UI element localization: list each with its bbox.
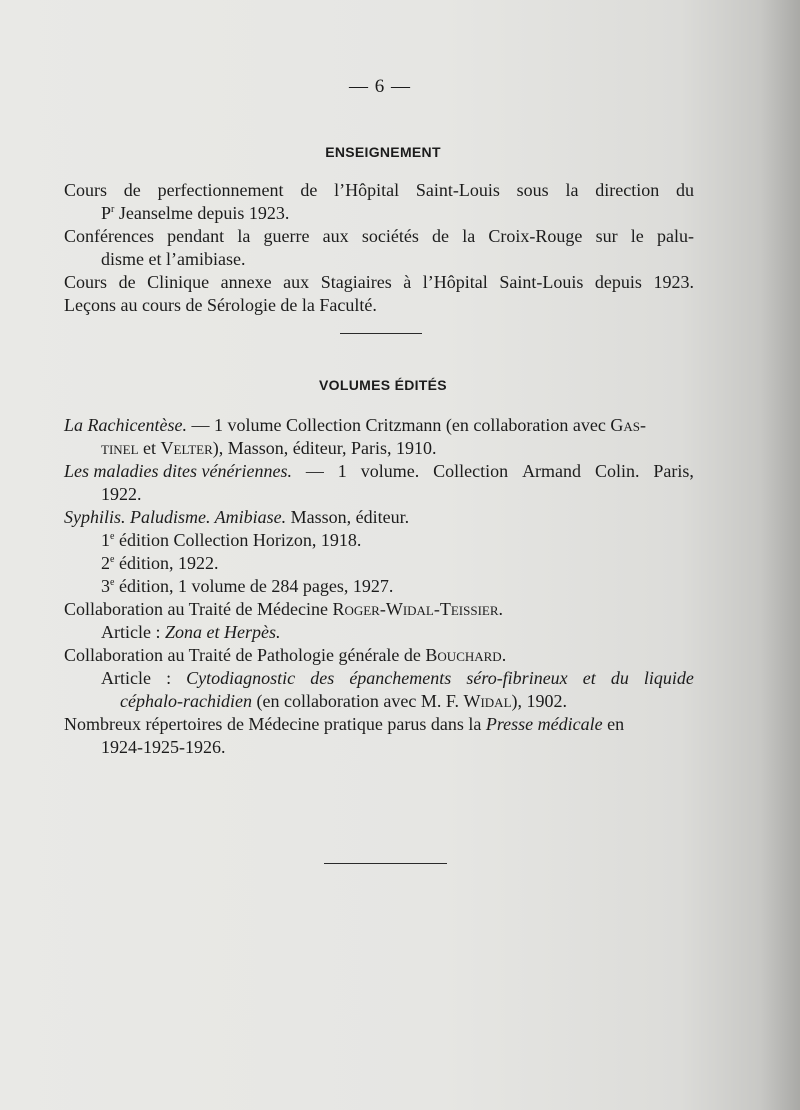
separator-rule-1	[340, 333, 422, 334]
teaching-line-1: Cours de perfectionnement de l’Hôpital Saint-Louis sous la direction du	[64, 180, 694, 200]
volume-syphilis-line: Syphilis. Paludisme. Amibiase. Masson, éditeur.	[64, 507, 410, 527]
section-heading-volumes: VOLUMES ÉDITÉS	[319, 377, 447, 393]
teaching-line-4: disme et l’amibiase.	[101, 249, 246, 269]
repertoires-line-1: Nombreux répertoires de Médecine pratique parus dans la Presse médicale en	[64, 714, 625, 734]
teaching-line-6: Leçons au cours de Sérologie de la Faculté.	[64, 295, 377, 315]
collaboration-medecine-line: Collaboration au Traité de Médecine Roger-Widal-Teissier.	[64, 599, 504, 619]
edition-2-line: 2e édition, 1922.	[101, 553, 219, 573]
volume-maladies-line-2: 1922.	[101, 484, 142, 504]
article-zona-line: Article : Zona et Herpès.	[101, 622, 281, 642]
edition-1-line: 1e édition Collection Horizon, 1918.	[101, 530, 362, 550]
article-cytodiagnostic-line-1: Article : Cytodiagnostic des épanchements séro-fibrineux et du liquide	[101, 668, 694, 688]
section-heading-enseignement: ENSEIGNEMENT	[325, 144, 441, 160]
teaching-line-2: $P^r$ Jeanselme depuis 1923.	[101, 203, 290, 223]
collaboration-pathologie-line: Collaboration au Traité de Pathologie générale de Bouchard.	[64, 645, 507, 665]
teaching-line-5: Cours de Clinique annexe aux Stagiaires à l’Hôpital Saint-Louis depuis 1923.	[64, 272, 694, 292]
page-number: — 6 —	[349, 76, 411, 97]
article-cytodiagnostic-line-2: céphalo-rachidien (en collaboration avec M. F. Widal), 1902.	[120, 691, 568, 711]
volume-maladies-line-1: Les maladies dites vénériennes. — 1 volume. Collection Armand Colin. Paris,	[64, 461, 694, 481]
edition-3-line: 3e édition, 1 volume de 284 pages, 1927.	[101, 576, 394, 596]
separator-rule-2	[324, 863, 447, 864]
teaching-line-3: Conférences pendant la guerre aux sociétés de la Croix-Rouge sur le palu-	[64, 226, 694, 246]
repertoires-line-2: 1924-1925-1926.	[101, 737, 226, 757]
volume-rachicentese-line-2: tinel et Velter), Masson, éditeur, Paris, 1910.	[101, 438, 437, 458]
volume-rachicentese-line-1: La Rachicentèse. — 1 volume Collection Critzmann (en collaboration avec Gas-	[64, 415, 646, 435]
